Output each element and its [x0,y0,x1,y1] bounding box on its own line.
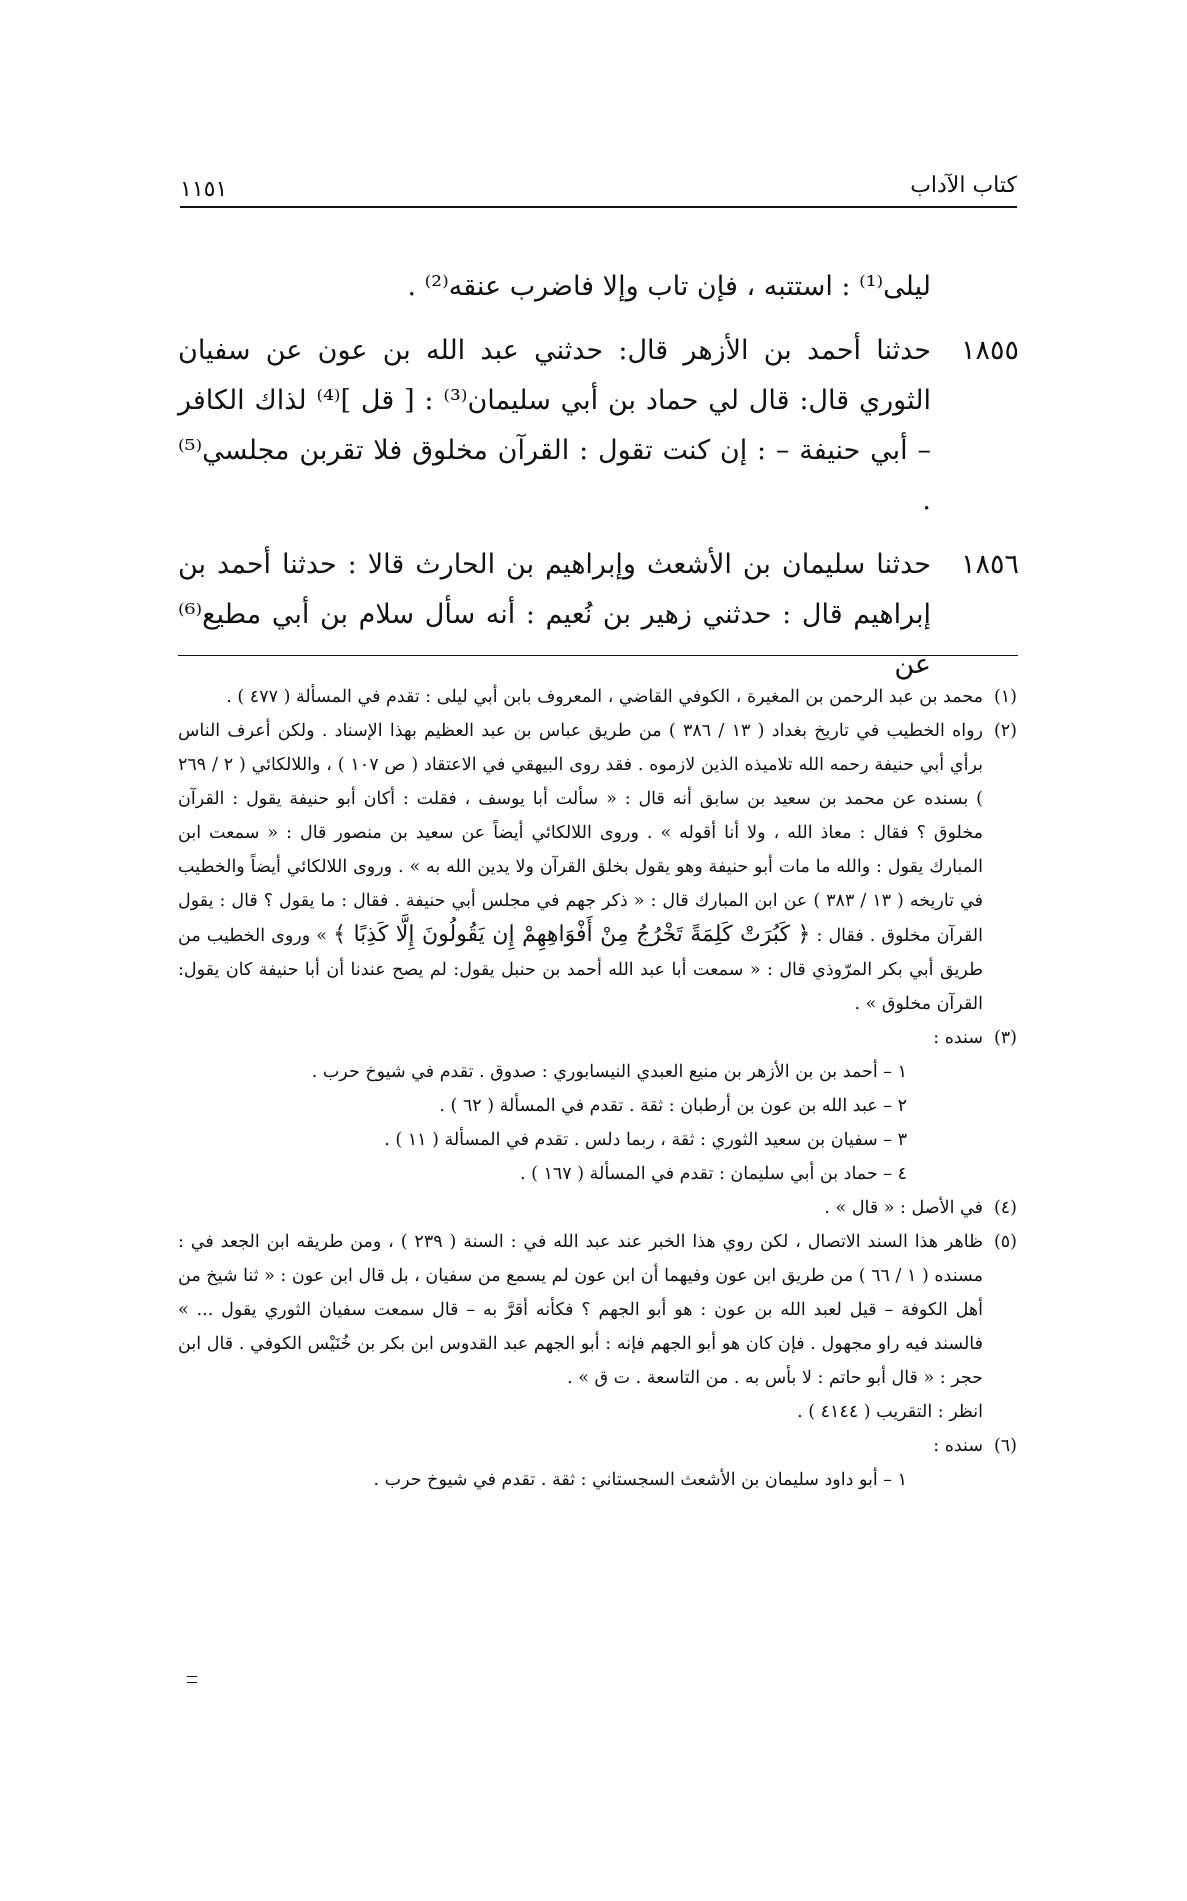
page-number: ١١٥١ [180,177,228,202]
entry-number: ١٨٥٥ [960,335,1019,366]
entry-text: حدثنا أحمد بن الأزهر قال: حدثني عبد الله بن عون عن سفيان الثوري قال: قال لي حماد بن أبي سليمان⁽³⁾ : [ قل ]⁽⁴⁾ لذاك الكافر – أبي حنيفة – : إن كنت تقول : القرآن مخلوق فلا تقربن مجلسي⁽⁵⁾ . [178,335,931,516]
footnote-text [178,714,983,1021]
chain-item: ١ – أبو داود سليمان بن الأشعث السجستاني : ثقة . تقدم في شيوخ حرب . [373,1470,907,1490]
entry-text: حدثنا سليمان بن الأشعث وإبراهيم بن الحارث قالا : حدثنا أحمد بن إبراهيم قال : حدثني زهير بن نُعيم : أنه سأل سلام بن أبي مطيع⁽⁶⁾ عن [178,549,931,680]
footnote-6 [178,1429,1017,1497]
footnote-label: (٦) [993,1436,1017,1456]
chain-item: ٣ – سفيان بن سعيد الثوري : ثقة ، ربما دلس . تقدم في المسألة ( ١١ ) . [384,1130,907,1150]
quran-verse: ﴿ كَبُرَتْ كَلِمَةً تَخْرُجُ مِنْ أَفْوَاهِهِمْ إِن يَقُولُونَ إِلَّا كَذِبًا ﴾ [333,922,811,947]
footnote-label: (٣) [993,1028,1017,1048]
book-section-title: كتاب الآداب [910,173,1017,198]
footnote-heading: سنده : [933,1436,983,1456]
footnote-label: (٢) [993,721,1017,741]
footnote-2 [178,714,1017,1021]
footnote-text: محمد بن عبد الرحمن بن المغيرة ، الكوفي القاضي ، المعروف بابن أبي ليلى : تقدم في المسألة ( ٤٧٧ ) . [226,687,983,707]
chain-item: ٤ – حماد بن أبي سليمان : تقدم في المسألة ( ١٦٧ ) . [519,1164,907,1184]
entry-1855 [178,326,1017,526]
footnote-3 [178,1021,1017,1191]
footnote-heading: سنده : [933,1028,983,1048]
footnote-separator [178,655,1018,656]
footnote-text: في الأصل : « قال » . [824,1198,983,1218]
footnote-label: (١) [993,687,1017,707]
footnote-label: (٥) [993,1232,1017,1252]
continued-paragraph: ليلى⁽¹⁾ : استتبه ، فإن تاب وإلا فاضرب عنقه⁽²⁾ . [407,271,931,302]
footnotes [178,680,1017,1497]
footnote-label: (٤) [993,1198,1017,1218]
main-text [178,262,1017,704]
end-of-page-mark [187,1676,197,1683]
entry-1856 [178,540,1017,690]
footnote-4 [178,1191,1017,1225]
footnote-text-part: رواه الخطيب في تاريخ بغداد ( ١٣ / ٣٨٦ ) من طريق عباس بن عبد العظيم بهذا الإسناد . ولكن أعرف الناس برأي أبي حنيفة رحمه الله تلاميذه الذين لازموه . فقد روى البيهقي في الاعتقاد ( ص ١٠٧ ) ، واللالكائي ( ٢ / ٢٦٩ ) بسنده عن محمد بن سعيد بن سابق أنه قال : « سألت أبا يوسف ، فقلت : أكان أبو حنيفة يقول : القرآن مخلوق ؟ فقال : معاذ الله ، ولا أنا أقوله » . وروى اللالكائي أيضاً عن سعيد بن منصور قال : « سمعت ابن المبارك يقول : والله ما مات أبو حنيفة وهو يقول بخلق القرآن ولا يدين الله به » . وروى اللالكائي أيضاً والخطيب في تاريخه ( ١٣ / ٣٨٣ ) عن ابن المبارك قال : « ذكر جهم في مجلس أبي حنيفة . فقال : ما يقول ؟ قال : يقول القرآن مخلوق . فقال : [178,721,984,946]
running-header [180,160,1017,208]
footnote-reference: انظر : التقريب ( ٤١٤٤ ) . [797,1402,983,1422]
footnote-text-part: » وروى الخطيب من طريق أبي بكر المرّوذي قال : « سمعت أبا عبد الله أحمد بن حنبل يقول: لم يصح عندنا أن أبا حنيفة كان يقول: القرآن مخلوق » . [178,926,983,1014]
entry-number: ١٨٥٦ [960,549,1019,580]
footnote-text: ظاهر هذا السند الاتصال ، لكن روي هذا الخبر عند عبد الله في : السنة ( ٢٣٩ ) ، ومن طريقه ابن الجعد في : مسنده ( ١ / ٦٦ ) من طريق ابن عون وفيهما أن ابن عون لم يسمع من سفيان ، بل قال ابن عون : « ثنا شيخ من أهل الكوفة – قيل لعبد الله بن عون : هو أبو الجهم ؟ فكأنه أقرَّ به – قال سمعت سفيان الثوري يقول ... » فالسند فيه راو مجهول . فإن كان هو أبو الجهم فإنه : أبو الجهم عبد القدوس ابن بكر بن خُنَيْس الكوفي . قال ابن حجر : « قال أبو حاتم : لا بأس به . من التاسعة . ت ق » . [178,1232,984,1388]
chain-item: ٢ – عبد الله بن عون بن أرطبان : ثقة . تقدم في المسألة ( ٦٢ ) . [439,1096,907,1116]
footnote-1 [178,680,1017,714]
footnote-5 [178,1225,1017,1429]
chain-item: ١ – أحمد بن بن الأزهر بن منيع العبدي النيسابوري : صدوق . تقدم في شيوخ حرب . [311,1062,907,1082]
